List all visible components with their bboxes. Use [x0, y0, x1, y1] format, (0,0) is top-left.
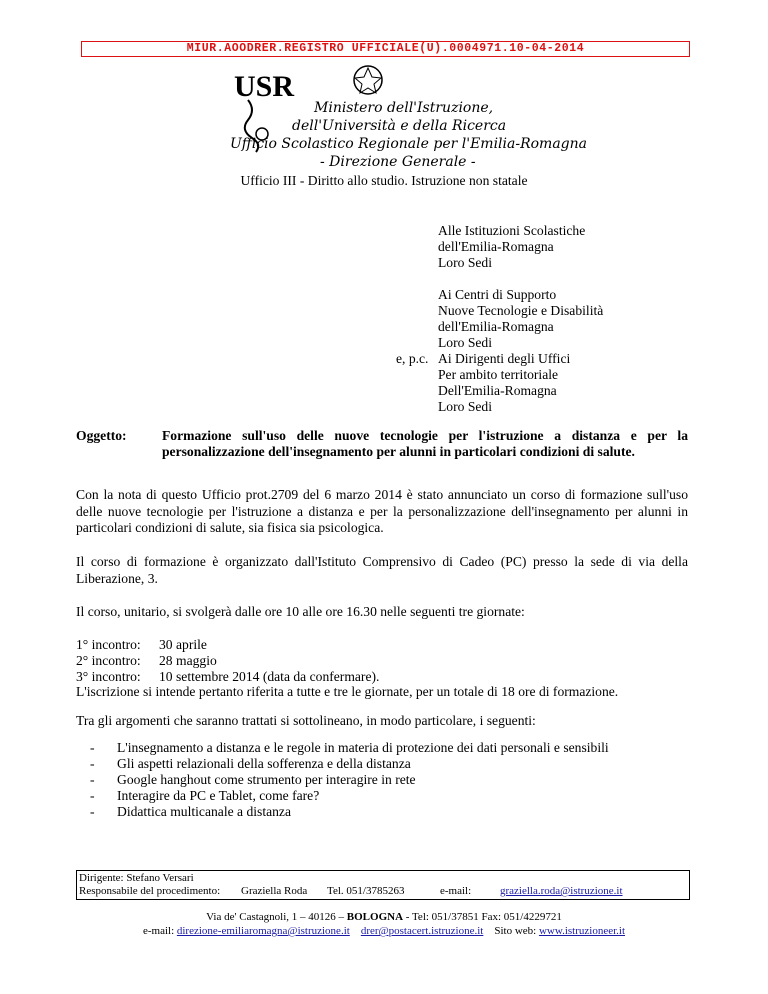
paragraph-schedule: Il corso, unitario, si svolgerà dalle ore 10 alle ore 16.30 nelle seguenti tre giornate: [76, 604, 525, 619]
office-address [0, 910, 768, 938]
meeting-date: 28 maggio [159, 653, 217, 668]
paragraph-topics-intro: Tra gli argomenti che saranno trattati si sottolineano, in modo particolare, i seguenti: [76, 713, 536, 728]
subject-label: Oggetto: [76, 428, 127, 443]
list-item [90, 804, 609, 820]
recipient-line: Ai Centri di Supporto [438, 287, 557, 302]
recipient-line: dell'Emilia-Romagna [438, 239, 554, 254]
ministry-line-1: Ministero dell'Istruzione, [314, 100, 494, 116]
topic-text: L'insegnamento a distanza e le regole in materia di protezione dei dati personali e sensibili [117, 740, 609, 755]
recipient-line: Alle Istituzioni Scolastiche [438, 223, 586, 238]
pec-email-link[interactable]: drer@postacert.istruzione.it [360, 925, 484, 937]
meeting-item [76, 637, 379, 653]
phone-fax: - Tel: 051/37851 Fax: 051/4229721 [403, 911, 562, 923]
office-name: Ufficio III - Diritto allo studio. Istruzione non statale [240, 173, 528, 188]
topic-text: Interagire da PC e Tablet, come fare? [117, 788, 320, 803]
cc-label: e, p.c. [396, 351, 429, 366]
list-item [90, 772, 609, 788]
dirigente: Dirigente: Stefano Versari [79, 872, 194, 884]
list-item [90, 740, 609, 756]
republic-emblem-icon [354, 66, 382, 94]
responsabile-name: Graziella Roda [241, 885, 308, 897]
usr-logo-text: USR [234, 70, 295, 103]
bullet: - [90, 804, 95, 819]
paragraph-intro: Con la nota di questo Ufficio prot.2709 del 6 marzo 2014 è stato annunciato un corso di formazione sull'uso delle nuove tecnologie per l'istruzione a distanza e per la personalizzazione dell'insegnamento per alunni in particolari condizioni di salute, sia fisica sia psicologica. [76, 487, 688, 535]
contact-email-link[interactable]: graziella.roda@istruzione.it [500, 885, 623, 897]
bullet: - [90, 756, 95, 771]
bullet: - [90, 772, 95, 787]
meeting-date: 30 aprile [159, 637, 207, 652]
contact-email-label: e-mail: [440, 885, 472, 897]
recipient-line: Loro Sedi [438, 255, 492, 270]
meeting-list [76, 637, 379, 685]
bullet: - [90, 788, 95, 803]
recipient-block-3 [438, 351, 570, 415]
recipient-line: Nuove Tecnologie e Disabilità [438, 303, 604, 318]
ministry-line-2: dell'Università e della Ricerca [292, 118, 507, 134]
list-item [90, 788, 609, 804]
recipient-line: Dell'Emilia-Romagna [438, 383, 557, 398]
city: BOLOGNA [346, 911, 404, 923]
topic-text: Gli aspetti relazionali della sofferenza e della distanza [117, 756, 411, 771]
recipient-block-1 [438, 223, 585, 271]
topic-list [90, 740, 609, 820]
meeting-item [76, 669, 379, 685]
contact-box [76, 870, 690, 900]
paragraph-enrollment: L'iscrizione si intende pertanto riferita a tutte e tre le giornate, per un totale di 18 ore di formazione. [76, 684, 619, 699]
protocol-stamp: MIUR.AOODRER.REGISTRO UFFICIALE(U).0004971.10-04-2014 [81, 41, 690, 57]
meeting-date: 10 settembre 2014 (data da confermare). [159, 669, 380, 684]
recipient-line: Per ambito territoriale [438, 367, 559, 382]
topic-text: Google hanghout come strumento per interagire in rete [117, 772, 416, 787]
meeting-label: 2° incontro: [76, 653, 141, 668]
bullet: - [90, 740, 95, 755]
direzione-email-link[interactable]: direzione-emiliaromagna@istruzione.it [176, 925, 350, 937]
recipient-line: Loro Sedi [438, 399, 492, 414]
meeting-label: 1° incontro: [76, 637, 141, 652]
paragraph-organizer: Il corso di formazione è organizzato dall'Istituto Comprensivo di Cadeo (PC) presso la sede di via della Liberazione, 3. [76, 554, 688, 586]
recipient-line: Loro Sedi [438, 335, 492, 350]
address-line [0, 910, 768, 924]
email-label: e-mail: [142, 925, 177, 937]
site-label: Sito web: [494, 925, 539, 937]
meeting-item [76, 653, 379, 669]
street: Via de' Castagnoli, 1 – 40126 – [206, 911, 347, 923]
subject-text: Formazione sull'uso delle nuove tecnologie per l'istruzione a distanza e per la personalizzazione dell'insegnamento per alunni in particolari condizioni di salute. [162, 428, 688, 459]
meeting-label: 3° incontro: [76, 669, 141, 684]
topic-text: Didattica multicanale a distanza [117, 804, 291, 819]
recipient-block-2 [438, 287, 603, 351]
responsabile-label: Responsabile del procedimento: [79, 885, 221, 897]
list-item [90, 756, 609, 772]
ministry-line-3: Ufficio Scolastico Regionale per l'Emilia-Romagna [230, 136, 587, 152]
recipient-line: dell'Emilia-Romagna [438, 319, 554, 334]
ministry-line-4: - Direzione Generale - [320, 154, 476, 170]
contact-tel: Tel. 051/3785263 [327, 885, 405, 897]
website-link[interactable]: www.istruzioneer.it [538, 925, 626, 937]
letterhead [228, 62, 587, 170]
recipient-line: Ai Dirigenti degli Uffici [438, 351, 571, 366]
web-line [0, 924, 768, 938]
